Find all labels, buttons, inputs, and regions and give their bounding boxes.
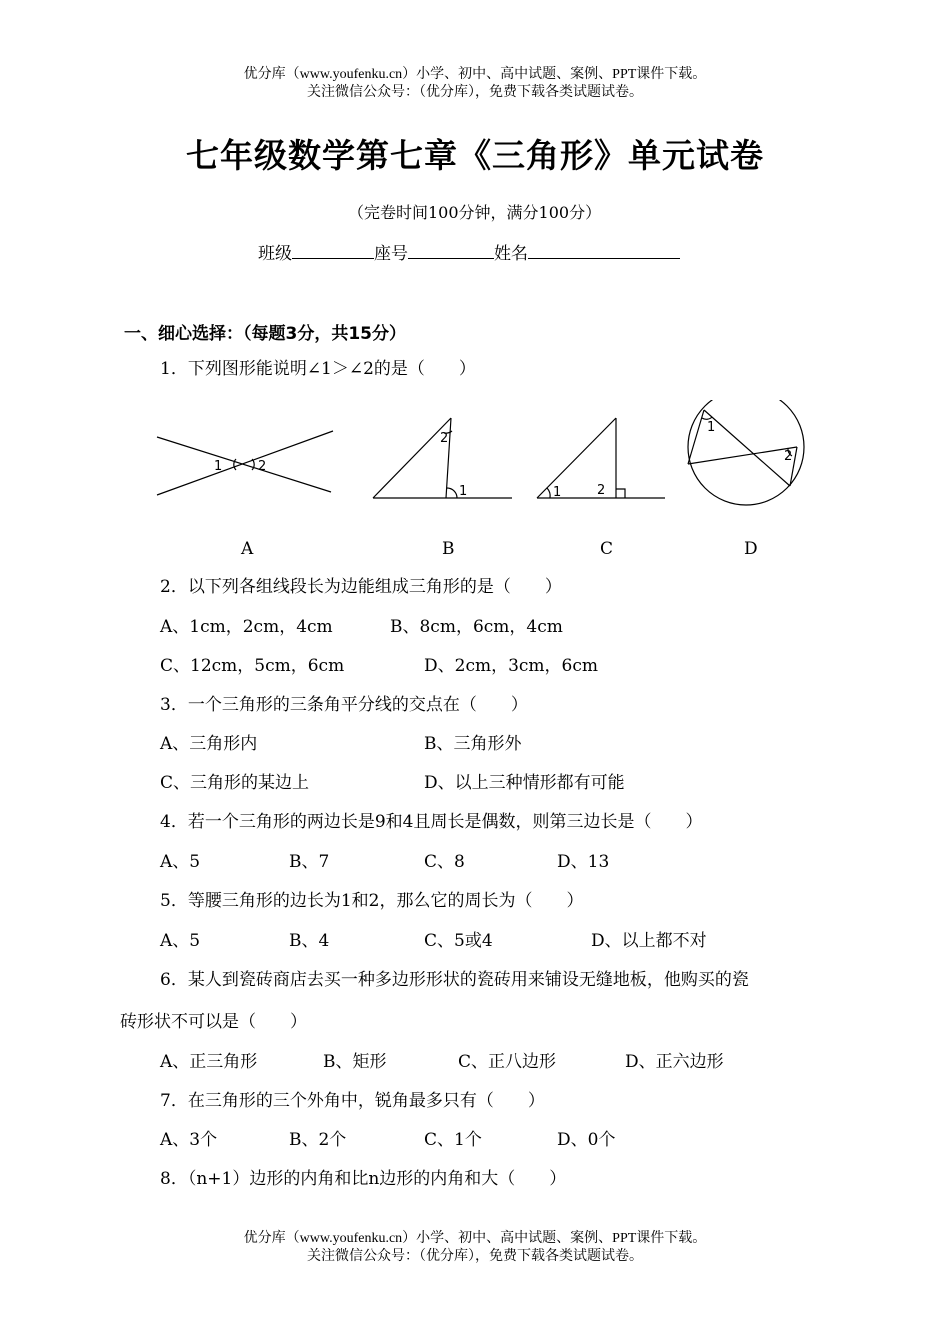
fig-b-angle-2: 2: [440, 431, 449, 446]
question-1: 1．下列图形能说明∠1＞∠2的是（ ）: [160, 359, 476, 379]
q2-option-b: B、8cm，6cm，4cm: [390, 617, 563, 637]
q7-option-a: A、3个: [160, 1130, 218, 1150]
q2-option-a: A、1cm，2cm，4cm: [160, 617, 333, 637]
header-line-2: 关注微信公众号：（优分库），免费下载各类试题试卷。: [307, 85, 643, 100]
q3-option-c: C、三角形的某边上: [160, 773, 310, 793]
q7-option-c: C、1个: [424, 1130, 482, 1150]
q3-option-d: D、以上三种情形都有可能: [424, 773, 625, 793]
q6-option-c: C、正八边形: [458, 1052, 557, 1072]
figure-label-d: D: [744, 539, 758, 559]
q2-option-d: D、2cm，3cm，6cm: [424, 656, 599, 676]
question-6-line-1: 6．某人到瓷砖商店去买一种多边形形状的瓷砖用来铺设无缝地板，他购买的瓷: [160, 970, 749, 990]
q2-option-c: C、12cm，5cm，6cm: [160, 656, 345, 676]
fig-a-angle-2: 2: [258, 459, 267, 474]
fig-a-angle-1: 1: [214, 459, 223, 474]
q4-option-b: B、7: [289, 852, 330, 872]
subtitle: （完卷时间100分钟，满分100分）: [348, 203, 602, 222]
student-info: [258, 242, 680, 265]
q6-option-b: B、矩形: [323, 1052, 387, 1072]
q5-option-c: C、5或4: [424, 931, 493, 951]
q7-option-d: D、0个: [557, 1130, 616, 1150]
question-2: 2．以下列各组线段长为边能组成三角形的是（ ）: [160, 577, 562, 597]
q4-option-c: C、8: [424, 852, 465, 872]
figure-label-a: A: [241, 539, 254, 559]
fig-b-angle-1: 1: [459, 484, 468, 499]
q5-option-d: D、以上都不对: [591, 931, 707, 951]
q6-option-a: A、正三角形: [160, 1052, 258, 1072]
footer-line-2: 关注微信公众号：（优分库），免费下载各类试题试卷。: [307, 1249, 643, 1264]
figure-label-b: B: [442, 539, 455, 559]
header-line-1: 优分库（www.youfenku.cn）小学、初中、高中试题、案例、PPT课件下载。: [243, 67, 707, 82]
fig-d-angle-1: 1: [707, 420, 716, 435]
q5-option-b: B、4: [289, 931, 330, 951]
question-4: 4．若一个三角形的两边长是9和4且周长是偶数，则第三边长是（ ）: [160, 812, 703, 832]
question-3: 3．一个三角形的三条角平分线的交点在（ ）: [160, 695, 528, 715]
q3-option-b: B、三角形外: [424, 734, 522, 754]
name-label: 姓名: [494, 244, 528, 264]
seat-blank[interactable]: [408, 242, 494, 259]
name-blank[interactable]: [528, 242, 680, 259]
figure-b: [373, 418, 512, 498]
fig-c-angle-2: 2: [597, 483, 606, 498]
figure-label-c: C: [600, 539, 614, 559]
q1-figures: [0, 400, 950, 520]
class-label: 班级: [258, 244, 292, 264]
page-title: 七年级数学第七章《三角形》单元试卷: [186, 136, 764, 175]
q3-option-a: A、三角形内: [160, 734, 258, 754]
q4-option-d: D、13: [557, 852, 610, 872]
question-8: 8．（n+1）边形的内角和比n边形的内角和大（ ）: [160, 1169, 567, 1189]
question-6-line-2: 砖形状不可以是（ ）: [120, 1012, 307, 1032]
q5-option-a: A、5: [160, 931, 201, 951]
question-7: 7．在三角形的三个外角中，锐角最多只有（ ）: [160, 1091, 545, 1111]
q6-option-d: D、正六边形: [625, 1052, 724, 1072]
class-blank[interactable]: [292, 242, 374, 259]
q7-option-b: B、2个: [289, 1130, 347, 1150]
footer-line-1: 优分库（www.youfenku.cn）小学、初中、高中试题、案例、PPT课件下载。: [243, 1231, 707, 1246]
figure-a: [157, 431, 333, 495]
q4-option-a: A、5: [160, 852, 201, 872]
question-5: 5．等腰三角形的边长为1和2，那么它的周长为（ ）: [160, 891, 584, 911]
section-heading: 一、细心选择：（每题3分，共15分）: [124, 324, 406, 344]
fig-d-angle-2: 2: [784, 449, 793, 464]
seat-label: 座号: [374, 244, 408, 264]
fig-c-angle-1: 1: [553, 485, 562, 500]
